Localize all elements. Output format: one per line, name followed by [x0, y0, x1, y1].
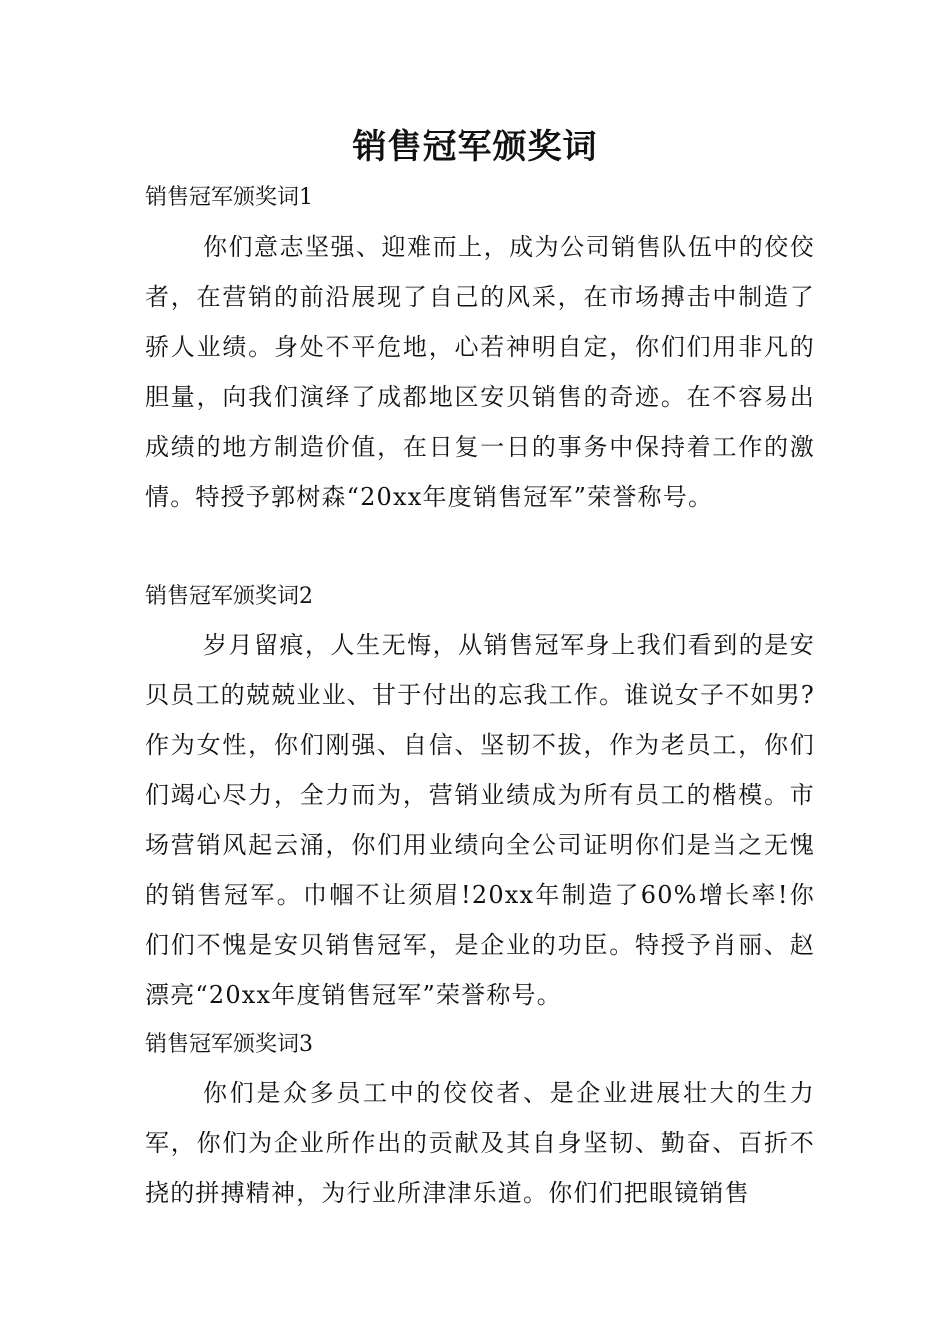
section-paragraph-1: 你们意志坚强、迎难而上，成为公司销售队伍中的佼佼者，在营销的前沿展现了自己的风采，在市场搏击中制造了骄人业绩。身处不平危地，心若神明自定，你们们用非凡的胆量，向我们演绎了成都地区安贝销售的奇迹。在不容易出成绩的地方制造价值，在日复一日的事务中保持着工作的激情。特授予郭树森“20xx年度销售冠军”荣誉称号。 — [145, 233, 815, 511]
section-paragraph-3: 你们是众多员工中的佼佼者、是企业进展壮大的生力军，你们为企业所作出的贡献及其自身坚韧、勤奋、百折不挠的拼搏精神，为行业所津津乐道。你们们把眼镜销售 — [145, 1079, 815, 1207]
section-heading-3: 销售冠军颁奖词3 — [145, 1032, 313, 1057]
section-heading-1: 销售冠军颁奖词1 — [145, 185, 313, 210]
document-title: 销售冠军颁奖词 — [352, 127, 598, 167]
section-paragraph-2: 岁月留痕，人生无悔，从销售冠军身上我们看到的是安贝员工的兢兢业业、甘于付出的忘我工作。谁说女子不如男?作为女性，你们刚强、自信、坚韧不拔，作为老员工，你们们竭心尽力，全力而为，营销业绩成为所有员工的楷模。市场营销风起云涌，你们用业绩向全公司证明你们是当之无愧的销售冠军。巾帼不让须眉!20xx年制造了60%增长率!你们们不愧是安贝销售冠军，是企业的功臣。特授予肖丽、赵漂亮“20xx年度销售冠军”荣誉称号。 — [145, 631, 815, 1009]
section-heading-2: 销售冠军颁奖词2 — [145, 584, 313, 609]
